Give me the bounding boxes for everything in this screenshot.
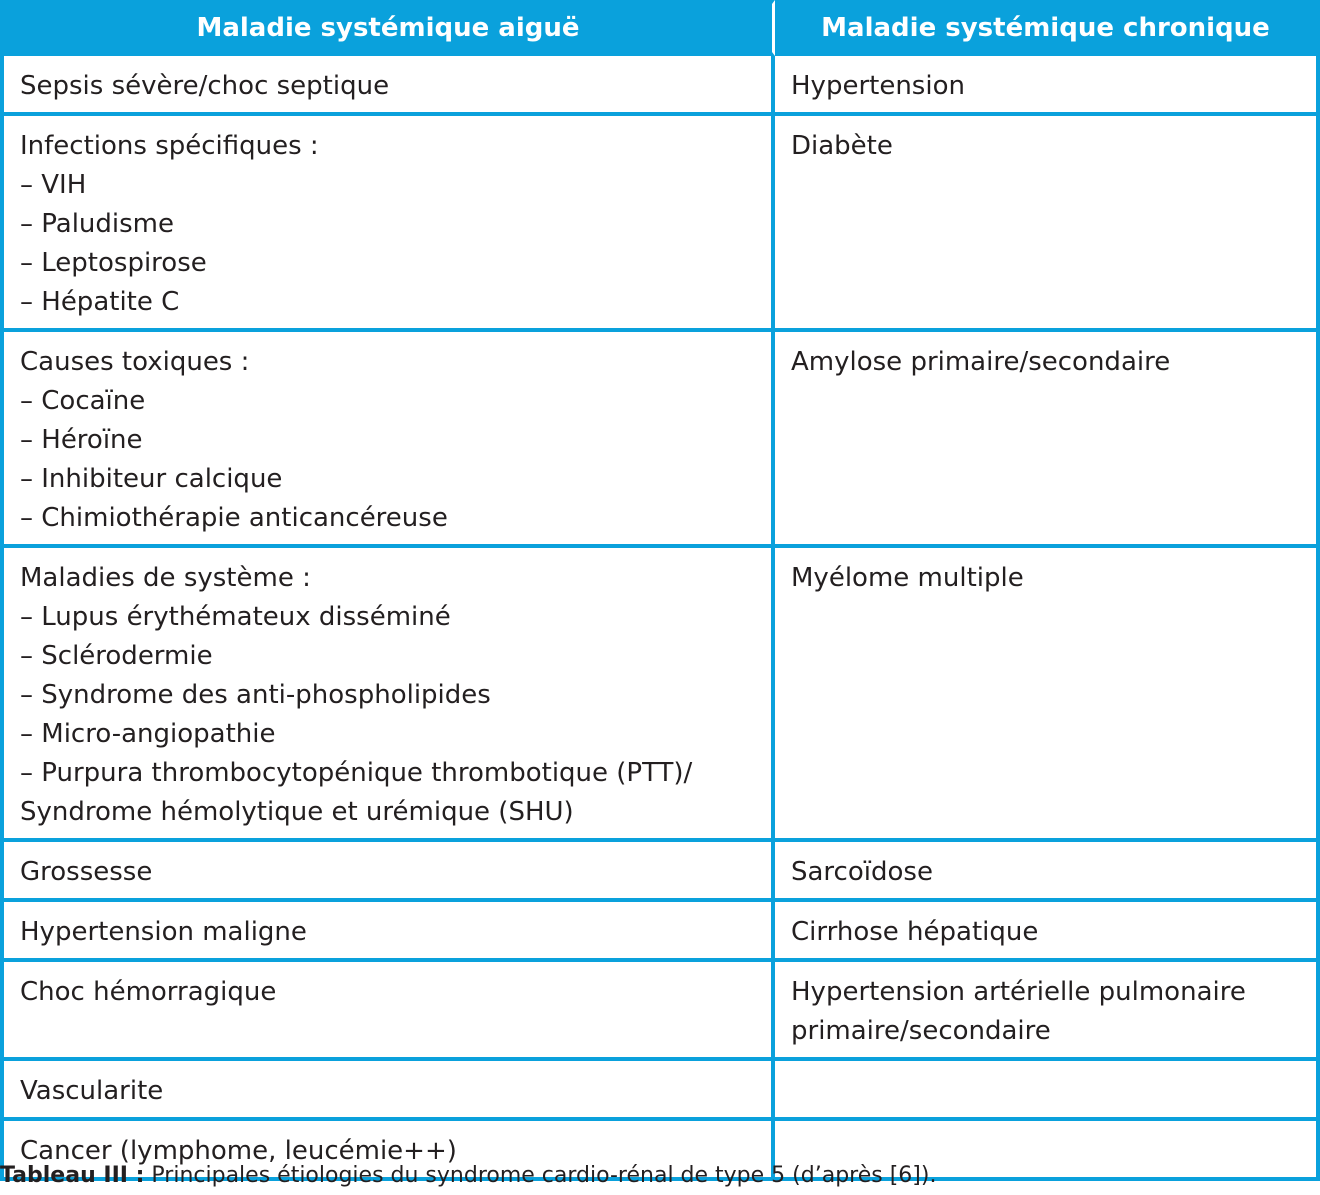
table-row (0, 548, 1320, 842)
cell-acute: Hypertension maligne (0, 902, 775, 962)
table-row (0, 842, 1320, 902)
caption-text: Principales étiologies du syndrome cardio-rénal de type 5 (d’après [6]). (144, 1163, 937, 1188)
table-row (0, 1061, 1320, 1121)
table-row (0, 902, 1320, 962)
table-row (0, 116, 1320, 332)
caption-label: Tableau III : (0, 1163, 145, 1188)
cell-acute: Choc hémorragique (0, 962, 775, 1061)
cell-chronic: Sarcoïdose (775, 842, 1320, 902)
table-row (0, 56, 1320, 116)
header-acute: Maladie systémique aiguë (0, 0, 775, 56)
table-row (0, 962, 1320, 1061)
cell-chronic: Diabète (775, 116, 1320, 332)
table-caption (0, 1163, 936, 1188)
cell-acute: Vascularite (0, 1061, 775, 1121)
cell-acute: Grossesse (0, 842, 775, 902)
cell-acute: Maladies de système : – Lupus érythémateux disséminé – Sclérodermie – Syndrome des anti-phospholipides – Micro-angiopathie – Purpura thrombocytopénique thrombotique (PTT)/ Syndrome hémolytique et urémique (SHU) (0, 548, 775, 842)
cell-chronic: Amylose primaire/secondaire (775, 332, 1320, 548)
cell-acute: Cancer (lymphome, leucémie++) (0, 1121, 775, 1181)
cell-chronic: Myélome multiple (775, 548, 1320, 842)
header-row (0, 0, 1320, 56)
cell-acute: Sepsis sévère/choc septique (0, 56, 775, 116)
table-row (0, 332, 1320, 548)
cell-acute: Causes toxiques : – Cocaïne – Héroïne – Inhibiteur calcique – Chimiothérapie anticancéreuse (0, 332, 775, 548)
cell-acute: Infections spécifiques : – VIH – Paludisme – Leptospirose – Hépatite C (0, 116, 775, 332)
cell-chronic: Hypertension (775, 56, 1320, 116)
header-chronic: Maladie systémique chronique (775, 0, 1320, 56)
cell-chronic: Cirrhose hépatique (775, 902, 1320, 962)
cell-chronic: Hypertension artérielle pulmonaire primaire/secondaire (775, 962, 1320, 1061)
cell-chronic (775, 1061, 1320, 1121)
